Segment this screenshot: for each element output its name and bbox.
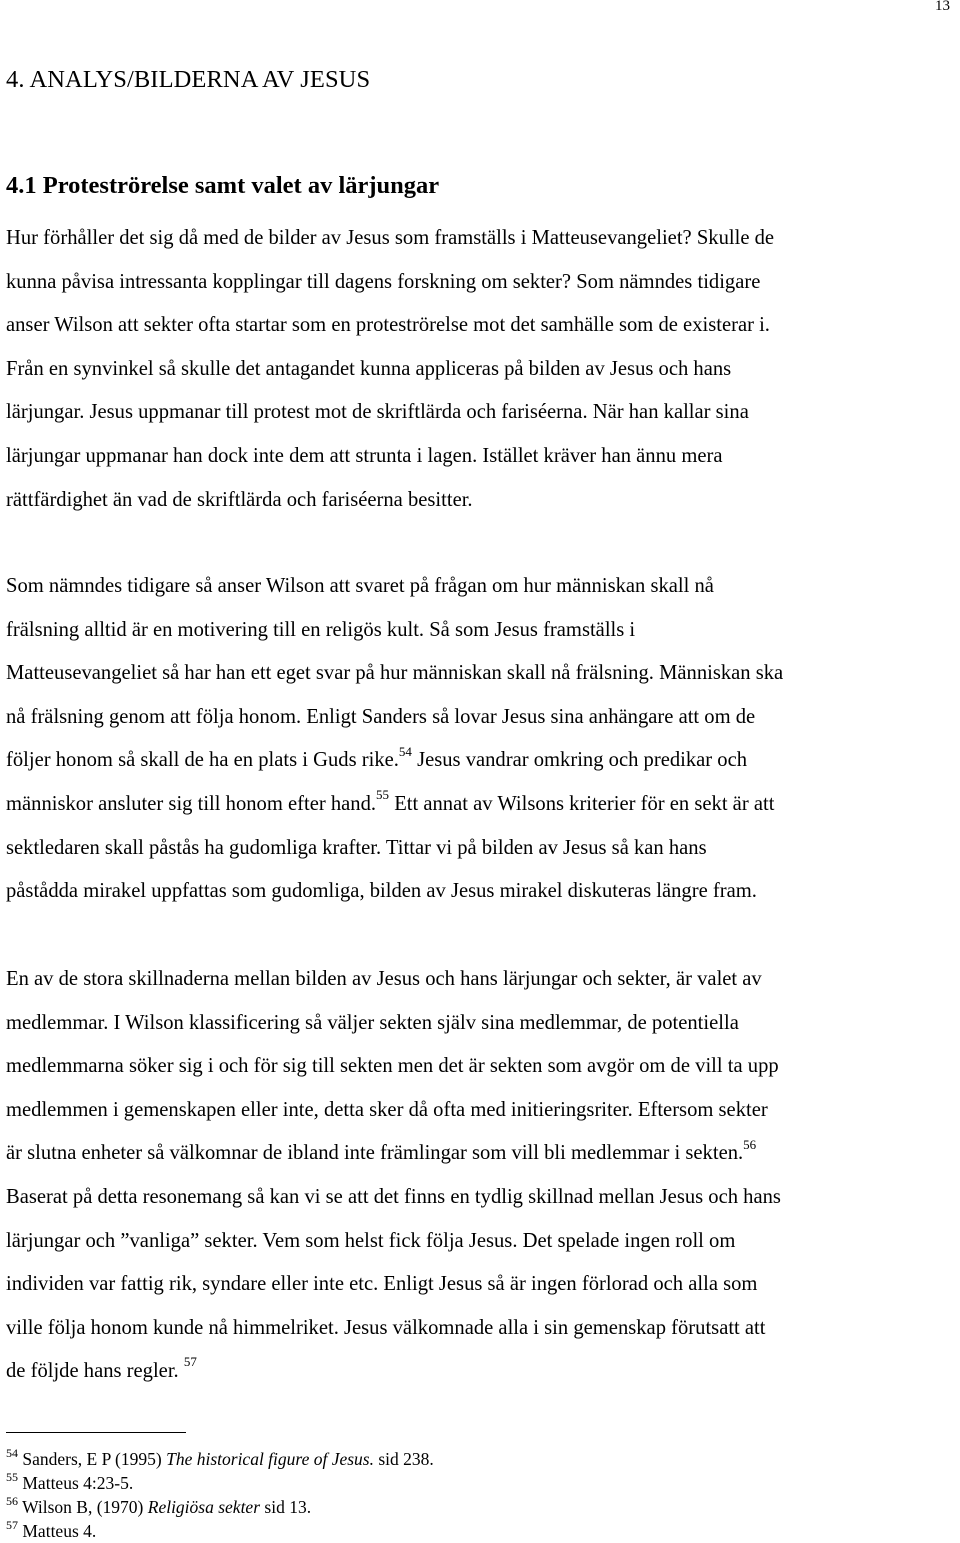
paragraph-3	[6, 958, 960, 1394]
footnote-ref[interactable]: 57	[183, 1354, 197, 1370]
text-line: Som nämndes tidigare så anser Wilson att svaret på frågan om hur människan skall nå	[6, 575, 714, 597]
text-line: rättfärdighet än vad de skriftlärda och fariséerna besitter.	[6, 488, 473, 511]
text-line: frälsning alltid är en motivering till en religös kult. Så som Jesus framställs i	[6, 618, 636, 641]
text-line: Baserat på detta resonemang så kan vi se att det finns en tydlig skillnad mellan Jesus och hans	[6, 1185, 781, 1208]
text-line	[6, 1350, 960, 1394]
footnote-text: Wilson B, (1970)	[22, 1497, 148, 1517]
paragraph-2	[6, 565, 960, 914]
footnote-ref[interactable]: 55	[376, 787, 390, 803]
paragraph-1	[6, 217, 960, 522]
text-line: Från en synvinkel så skulle det antagandet kunna appliceras på bilden av Jesus och hans	[6, 357, 732, 380]
text-line: lärjungar. Jesus uppmanar till protest mot de skriftlärda och fariséerna. När han kallar sina	[6, 401, 749, 424]
text-line: medlemmarna söker sig i och för sig till sekten men det är sekten som avgör om de vill ta upp	[6, 1055, 779, 1078]
footnote	[6, 1495, 434, 1519]
text-line: nå frälsning genom att följa honom. Enligt Sanders så lovar Jesus sina anhängare att om de	[6, 705, 756, 728]
text-line: ville följa honom kunde nå himmelriket. Jesus välkomnade alla i sin gemenskap förutsatt att	[6, 1316, 766, 1339]
text-segment: följer honom så skall de ha en plats i Guds rike.	[6, 749, 399, 772]
text-line: En av de stora skillnaderna mellan bilden av Jesus och hans lärjungar och sekter, är valet av	[6, 968, 762, 990]
footnotes	[6, 1447, 434, 1543]
text-line: lärjungar uppmanar han dock inte dem att strunta i lagen. Istället kräver han ännu mera	[6, 444, 723, 467]
footnote-ref[interactable]: 54	[398, 743, 412, 759]
text-line: medlemmar. I Wilson klassificering så väljer sekten själv sina medlemmar, de potentiella	[6, 1011, 739, 1034]
footnote-text: Matteus 4.	[22, 1521, 97, 1541]
text-line: anser Wilson att sekter ofta startar som en proteströrelse mot det samhälle som de existerar i.	[6, 314, 770, 337]
text-line: Hur förhåller det sig då med de bilder av Jesus som framställs i Matteusevangeliet? Skulle de	[6, 227, 775, 249]
footnote-ref[interactable]: 56	[743, 1136, 757, 1152]
footnote-title: Religiösa sekter	[147, 1497, 261, 1517]
text-line: lärjungar och ”vanliga” sekter. Vem som helst fick följa Jesus. Det spelade ingen roll om	[6, 1229, 736, 1252]
text-line	[6, 783, 960, 827]
text-line	[6, 1132, 960, 1176]
text-line: medlemmen i gemenskapen eller inte, detta sker då ofta med initieringsriter. Eftersom sekter	[6, 1098, 768, 1121]
text-line: påstådda mirakel uppfattas som gudomliga, bilden av Jesus mirakel diskuteras längre fram.	[6, 880, 757, 903]
footnote-divider	[6, 1432, 186, 1433]
text-line: kunna påvisa intressanta kopplingar till dagens forskning om sekter? Som nämndes tidigare	[6, 270, 761, 293]
footnote-number: 57	[6, 1518, 18, 1533]
text-segment: de följde hans regler.	[6, 1360, 179, 1383]
footnote	[6, 1447, 434, 1471]
chapter-heading: 4. ANALYS/BILDERNA AV JESUS	[6, 66, 371, 93]
text-line	[6, 739, 960, 783]
footnote-text: Sanders, E P (1995)	[22, 1449, 167, 1469]
footnote-number: 54	[6, 1446, 18, 1461]
text-segment: Ett annat av Wilsons kriterier för en sekt är att	[389, 792, 775, 815]
text-line: sektledaren skall påstås ha gudomliga krafter. Tittar vi på bilden av Jesus så kan hans	[6, 836, 707, 859]
footnote	[6, 1519, 434, 1543]
text-line: individen var fattig rik, syndare eller inte etc. Enligt Jesus så är ingen förlorad och alla som	[6, 1273, 758, 1296]
footnote	[6, 1471, 434, 1495]
text-line: Matteusevangeliet så har han ett eget svar på hur människan skall nå frälsning. Människan ska	[6, 662, 784, 685]
footnote-text: sid 238.	[373, 1449, 434, 1469]
text-segment: är slutna enheter så välkomnar de ibland inte främlingar som vill bli medlemmar i sekten.	[6, 1142, 744, 1165]
text-segment: Jesus vandrar omkring och predikar och	[411, 749, 748, 772]
page-number: 13	[935, 0, 950, 14]
footnote-number: 56	[6, 1494, 18, 1509]
footnote-text: Matteus 4:23-5.	[22, 1473, 134, 1493]
footnote-title: The historical figure of Jesus.	[166, 1449, 374, 1469]
footnote-number: 55	[6, 1470, 18, 1485]
text-segment: människor ansluter sig till honom efter hand.	[6, 792, 377, 815]
footnote-text: sid 13.	[260, 1497, 312, 1517]
section-heading: 4.1 Proteströrelse samt valet av lärjungar	[6, 172, 440, 199]
